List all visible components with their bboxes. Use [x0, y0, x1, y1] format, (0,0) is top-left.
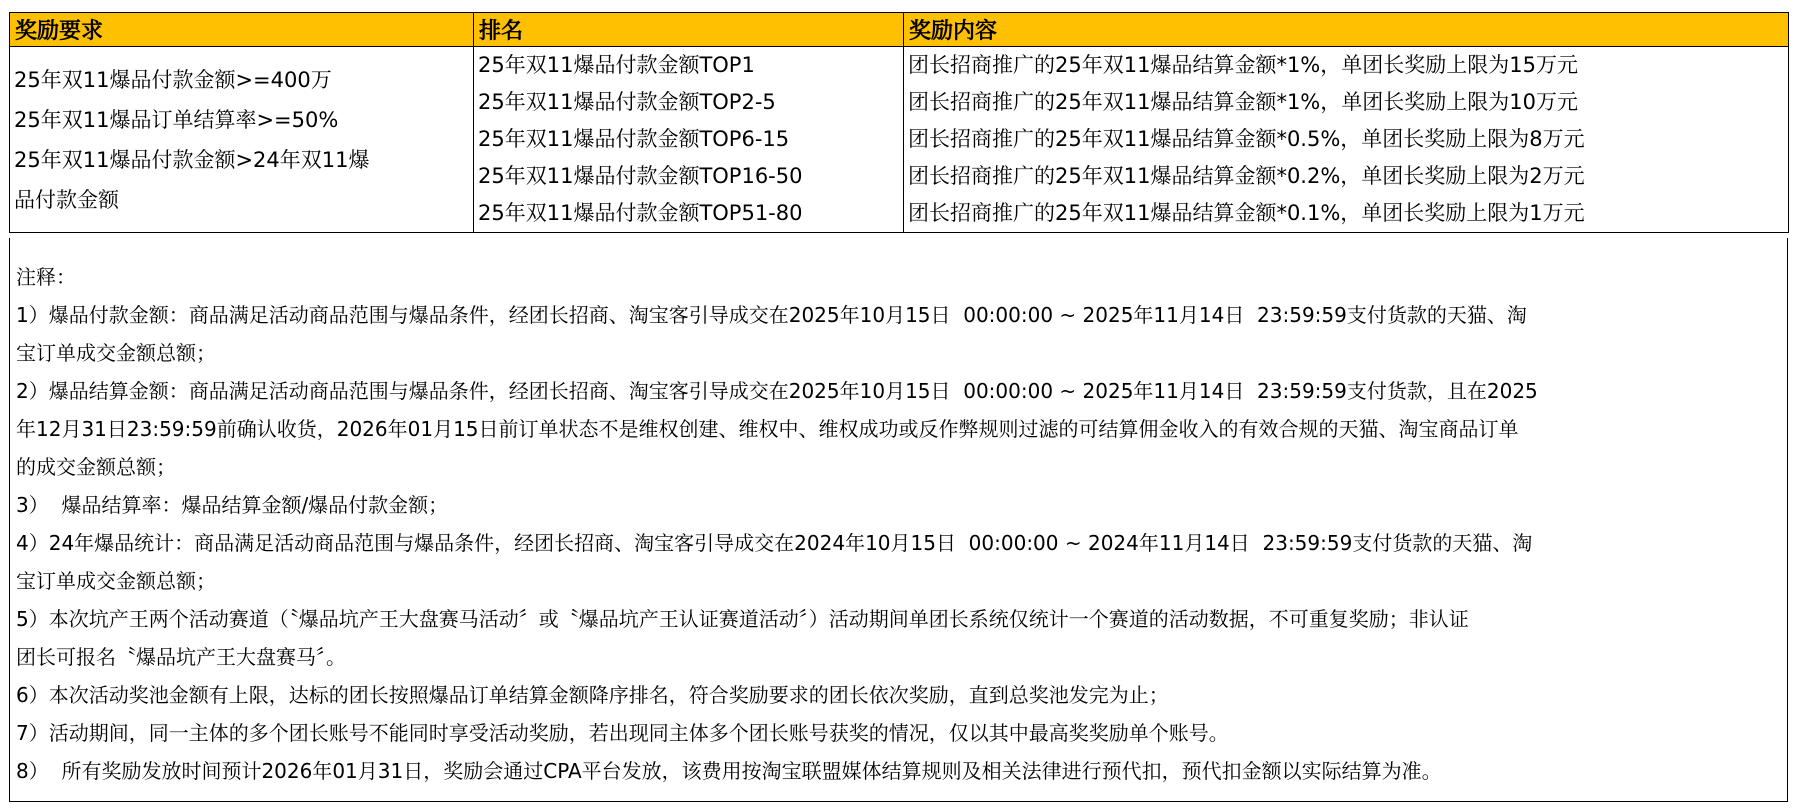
reward-item: 团长招商推广的25年双11爆品结算金额*0.5%，单团长奖励上限为8万元	[908, 127, 1585, 151]
ranking-item: 25年双11爆品付款金额TOP2-5	[478, 90, 776, 114]
ranking-item: 25年双11爆品付款金额TOP51-80	[478, 201, 803, 225]
requirement-line: 25年双11爆品付款金额>24年双11爆	[14, 147, 370, 172]
note-line: 宝订单成交金额总额；	[16, 341, 216, 365]
header-ranking: 排名	[474, 13, 904, 47]
ranking-item: 25年双11爆品付款金额TOP16-50	[478, 164, 803, 188]
reward-item: 团长招商推广的25年双11爆品结算金额*1%，单团长奖励上限为15万元	[908, 53, 1578, 77]
requirement-line: 品付款金额	[14, 187, 119, 212]
note-line: 宝订单成交金额总额；	[16, 569, 216, 593]
reward-table-header-row	[10, 13, 1789, 47]
note-line: 4）24年爆品统计：商品满足活动商品范围与爆品条件，经团长招商、淘宝客引导成交在2024年10月15日 00:00:00 ~ 2024年11月14日 23:59:59支付货款的天猫、淘	[16, 531, 1533, 555]
ranking-item: 25年双11爆品付款金额TOP1	[478, 53, 755, 77]
rewards-cell	[904, 47, 1789, 233]
notes-section	[9, 238, 1788, 802]
note-line: 2）爆品结算金额：商品满足活动商品范围与爆品条件，经团长招商、淘宝客引导成交在2025年10月15日 00:00:00 ~ 2025年11月14日 23:59:59支付货款，且在2025	[16, 379, 1538, 403]
ranking-item: 25年双11爆品付款金额TOP6-15	[478, 127, 790, 151]
notes-title: 注释：	[16, 265, 76, 289]
reward-item: 团长招商推广的25年双11爆品结算金额*0.1%，单团长奖励上限为1万元	[908, 201, 1585, 225]
header-reward-content: 奖励内容	[904, 13, 1789, 47]
note-line: 7）活动期间，同一主体的多个团长账号不能同时享受活动奖励，若出现同主体多个团长账号获奖的情况，仅以其中最高奖奖励单个账号。	[16, 721, 1229, 745]
note-line: 5）本次坑产王两个活动赛道（〝爆品坑产王大盘赛马活动〞或〝爆品坑产王认证赛道活动〞）活动期间单团长系统仅统计一个赛道的活动数据，不可重复奖励；非认证	[16, 607, 1469, 631]
requirement-line: 25年双11爆品订单结算率>=50%	[14, 107, 339, 132]
note-line: 年12月31日23:59:59前确认收货，2026年01月15日前订单状态不是维权创建、维权中、维权成功或反作弊规则过滤的可结算佣金收入的有效合规的天猫、淘宝商品订单	[16, 417, 1519, 441]
reward-item: 团长招商推广的25年双11爆品结算金额*1%，单团长奖励上限为10万元	[908, 90, 1578, 114]
header-reward-requirement: 奖励要求	[10, 13, 474, 47]
note-line: 3） 爆品结算率：爆品结算金额/爆品付款金额；	[16, 493, 449, 517]
note-line: 1）爆品付款金额：商品满足活动商品范围与爆品条件，经团长招商、淘宝客引导成交在2025年10月15日 00:00:00 ~ 2025年11月14日 23:59:59支付货款的天猫、淘	[16, 303, 1527, 327]
reward-rules-document	[9, 12, 1788, 802]
reward-table	[9, 12, 1789, 233]
note-line: 的成交金额总额；	[16, 455, 176, 479]
note-line: 6）本次活动奖池金额有上限，达标的团长按照爆品订单结算金额降序排名，符合奖励要求的团长依次奖励，直到总奖池发完为止；	[16, 683, 1169, 707]
reward-item: 团长招商推广的25年双11爆品结算金额*0.2%，单团长奖励上限为2万元	[908, 164, 1585, 188]
note-line: 团长可报名〝爆品坑产王大盘赛马〞。	[16, 645, 346, 669]
reward-table-body-row	[10, 47, 1789, 233]
rankings-cell	[474, 47, 904, 233]
requirement-line: 25年双11爆品付款金额>=400万	[14, 67, 332, 92]
note-line: 8） 所有奖励发放时间预计2026年01月31日，奖励会通过CPA平台发放，该费用按淘宝联盟媒体结算规则及相关法律进行预代扣，预代扣金额以实际结算为准。	[16, 759, 1442, 783]
requirements-cell	[10, 47, 474, 233]
